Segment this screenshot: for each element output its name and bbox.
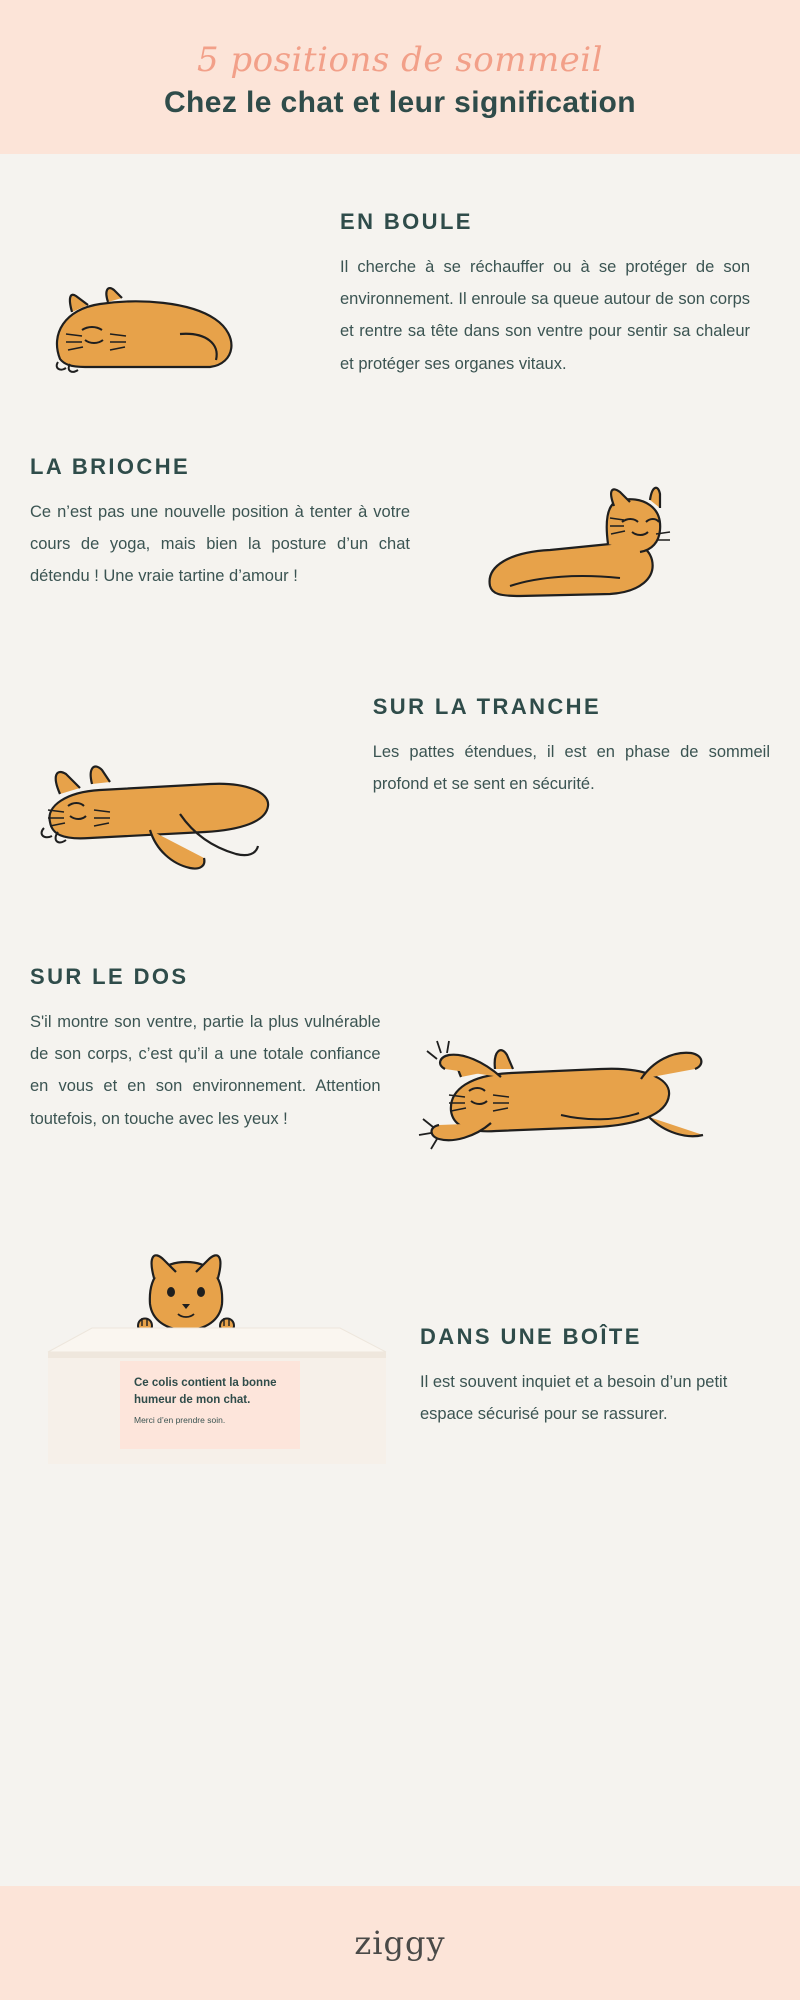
cat-loaf-icon [480, 474, 720, 624]
section-title-en-boule: EN BOULE [340, 209, 473, 234]
box-label-sub: Merci d’en prendre soin. [134, 1415, 226, 1426]
section-body-sur-le-dos: S'il montre son ventre, partie la plus vulnérable de son corps, c’est qu’il a une totale confiance en vous et en son environnement. Attention toutefois, on touche avec les yeux ! [30, 1013, 381, 1128]
cat-back-illustration [381, 964, 770, 1189]
section-body-dans-une-boite: Il est souvent inquiet et a besoin d’un petit espace sécurisé pour se rassurer. [420, 1373, 728, 1424]
section-body-sur-la-tranche: Les pattes étendues, il est en phase de sommeil profond et se sent en sécurité. [372, 743, 770, 794]
box-wrap [30, 1234, 410, 1464]
box-label-main: Ce colis contient la bonne humeur de mon chat. [134, 1377, 277, 1406]
header-script-line: 5 positions de sommeil [196, 40, 604, 80]
section-text-sur-la-tranche [368, 694, 770, 800]
section-title-sur-la-tranche: SUR LA TRANCHE [372, 694, 602, 719]
section-text-la-brioche [30, 454, 410, 593]
box-label [120, 1361, 300, 1449]
section-text-en-boule [330, 209, 750, 380]
section-title-dans-une-boite: DANS UNE BOÎTE [420, 1324, 642, 1349]
section-text-sur-le-dos [30, 964, 381, 1135]
cat-loaf-illustration [410, 454, 750, 624]
section-la-brioche [0, 394, 800, 624]
section-title-sur-le-dos: SUR LE DOS [30, 964, 189, 989]
cat-curled-illustration [30, 209, 330, 394]
cat-side-icon [30, 744, 320, 894]
section-dans-une-boite [0, 1189, 800, 1464]
section-body-en-boule: Il cherche à se réchauffer ou à se protéger de son environnement. Il enroule sa queue autour de son corps et rentre sa tête dans son ventre pour sentir sa chaleur et protéger ses organes vitaux. [340, 258, 750, 373]
page-header [0, 0, 800, 154]
cat-side-illustration [30, 694, 368, 894]
brand-logo: ziggy [354, 1924, 446, 1962]
section-sur-la-tranche [0, 624, 800, 894]
section-sur-le-dos [0, 894, 800, 1189]
section-body-la-brioche: Ce n’est pas une nouvelle position à tenter à votre cours de yoga, mais bien la posture d’un chat détendu ! Une vraie tartine d’amour ! [30, 503, 410, 586]
page-footer [0, 1886, 800, 2000]
cat-in-box-illustration [30, 1234, 410, 1464]
section-en-boule [0, 154, 800, 394]
cat-curled-icon [30, 264, 270, 394]
section-title-la-brioche: LA BRIOCHE [30, 454, 191, 479]
cat-back-icon [391, 1019, 721, 1189]
page-title: Chez le chat et leur signification [163, 86, 637, 119]
section-text-dans-une-boite [410, 1234, 770, 1430]
